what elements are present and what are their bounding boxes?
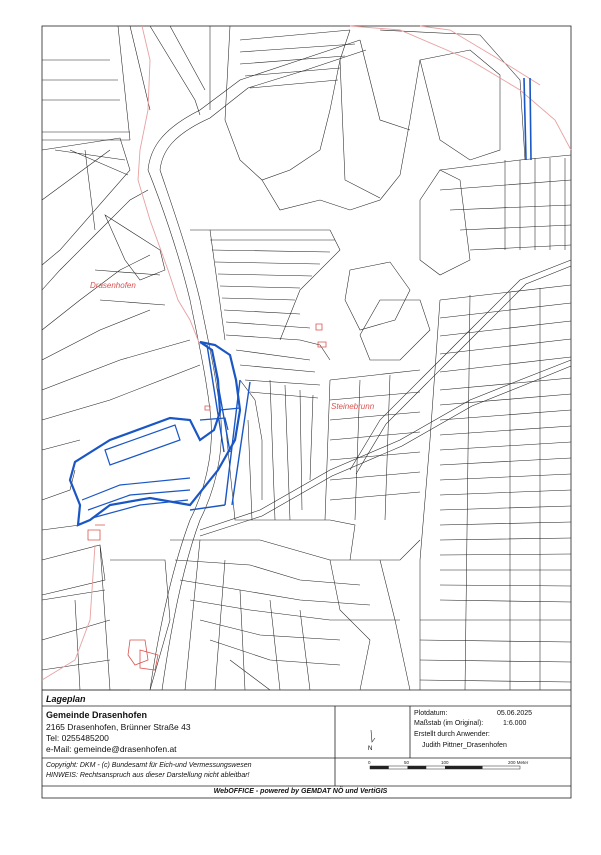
municipality-address: 2165 Drasenhofen, Brünner Straße 43 <box>46 722 191 732</box>
scale-value: 1:6.000 <box>503 720 527 727</box>
parcel-lines <box>42 26 571 690</box>
municipality-email[interactable]: e-Mail: gemeinde@drasenhofen.at <box>46 744 177 754</box>
created-by-value: Judith Pittner_Drasenhofen <box>422 742 507 749</box>
scale-tick-0: 0 <box>368 760 371 765</box>
copyright-note: Copyright: DKM - (c) Bundesamt für Eich-und Vermessungswesen <box>46 762 252 769</box>
created-by-label: Erstellt durch Anwender: <box>414 731 490 738</box>
north-label: N <box>368 746 373 752</box>
highlighted-parcel <box>70 78 531 525</box>
place-label-steinebrunn: Steinebrunn <box>331 402 375 411</box>
municipality-phone: Tel: 0255485200 <box>46 733 109 743</box>
scale-bar <box>368 760 529 769</box>
plot-date-value: 05.06.2025 <box>497 710 533 717</box>
plan-title: Lageplan <box>46 694 86 704</box>
scale-tick-100: 100 <box>441 760 449 765</box>
place-label-drasenhofen: Drasenhofen <box>90 281 136 290</box>
municipal-boundary <box>42 26 571 680</box>
municipality-name: Gemeinde Drasenhofen <box>46 710 148 720</box>
scale-tick-50: 50 <box>404 760 410 765</box>
plot-date-label: Plotdatum: <box>414 710 448 717</box>
footer-credit: WebOFFICE - powered by GEMDAT NÖ und VertiGIS <box>213 788 388 795</box>
north-arrow-icon <box>371 730 375 742</box>
legal-notice: HINWEIS: Rechtsanspruch aus dieser Darstellung nicht ableitbar! <box>46 772 250 779</box>
scale-tick-200: 200 Meter <box>508 760 529 765</box>
scale-label: Maßstab (im Original): <box>414 720 484 727</box>
